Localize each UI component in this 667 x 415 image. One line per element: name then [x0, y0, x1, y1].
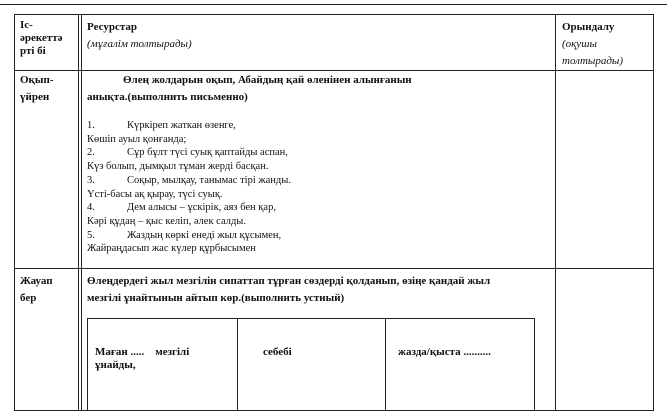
- table-top-border: [0, 4, 667, 5]
- header-col1-line3: рті бі: [20, 45, 46, 57]
- poem-line: [87, 160, 291, 174]
- section2-label-line2: бер: [20, 292, 37, 304]
- poem-text: Кәрі құдаң – қыс келіп, әлек салды.: [87, 215, 246, 227]
- poem-text: Көшіп ауыл қонғанда;: [87, 133, 187, 145]
- section2-task-line2: мезгілі ұнайтынын айтып көр.(выполнить устный): [87, 292, 345, 304]
- header-resources-subtitle: (мұғалім толтырады): [87, 38, 192, 50]
- poem-number: 5.: [87, 229, 95, 241]
- col1-divider: [78, 14, 79, 411]
- inner-col-1: [237, 318, 238, 411]
- section1-task-line2: анықта.(выполнить письменно): [87, 91, 248, 103]
- poem-text: Сұр бұлт түсі суық қаптайды аспан,: [127, 147, 288, 159]
- section2-label-line1: Жауап: [20, 275, 53, 287]
- answer-cell-summer-winter: жазда/қыста ..........: [398, 346, 491, 358]
- poem-text: Жаздың көркі енеді жыл құсымен,: [127, 229, 282, 241]
- table-top-border-inner: [14, 14, 654, 15]
- poem-text: Күркіреп жаткан өзенге,: [127, 120, 236, 131]
- poem-text: Үсті-басы ақ қырау, түсі суық.: [87, 188, 223, 200]
- header-row-bottom: [14, 70, 654, 71]
- header-completion-sub-line2: толтырады): [562, 55, 624, 67]
- poem-text: Күз болып, дымқыл тұман жерді басқан.: [87, 161, 269, 173]
- section1-label-line1: Оқып-: [20, 74, 54, 86]
- section2-task-line1: Өлеңдердегі жыл мезгілін сипаттап тұрған сөздерді қолданып, өзіңе қандай жыл: [87, 275, 491, 287]
- poem-number: 4.: [87, 202, 95, 214]
- header-completion-sub-line1: (оқушы: [562, 38, 597, 50]
- poem-block: [87, 119, 291, 256]
- poem-line: [87, 201, 291, 215]
- inner-col-left: [87, 318, 88, 411]
- col2-divider: [555, 14, 556, 411]
- answer-cell-season-line2: ұнайды,: [95, 359, 136, 371]
- section1-label-line2: үйрен: [20, 91, 50, 103]
- poem-number: 3.: [87, 174, 95, 186]
- table-left-border: [14, 14, 15, 411]
- poem-line: [87, 174, 291, 188]
- poem-line: [87, 119, 291, 133]
- header-col1-line2: әрекеттә: [20, 32, 63, 44]
- poem-line: [87, 229, 291, 243]
- table-right-border: [653, 14, 654, 411]
- inner-col-2: [385, 318, 386, 411]
- header-resources-title: Ресурстар: [87, 21, 137, 33]
- poem-text: Соқыр, мылқау, танымас тірі жанды.: [127, 174, 291, 186]
- col1-divider-double: [81, 14, 82, 411]
- header-col1-line1: Іс-: [20, 19, 33, 31]
- answer-cell-reason: себебі: [263, 346, 292, 358]
- header-completion-title: Орындалу: [562, 21, 615, 33]
- table-bottom-border: [14, 410, 654, 411]
- poem-text: Дем алысы – ұскірік, аяз бен қар,: [127, 202, 276, 214]
- poem-line: [87, 242, 291, 256]
- poem-number: 1.: [87, 120, 95, 131]
- poem-number: 2.: [87, 147, 95, 159]
- poem-text: Жайраңдасып жас күлер құрбысымен: [87, 243, 256, 255]
- inner-col-right: [534, 318, 535, 411]
- section1-task-line1: Өлең жолдарын оқып, Абайдың қай өленінен алынғанын: [123, 74, 412, 86]
- poem-line: [87, 215, 291, 229]
- poem-line: [87, 146, 291, 160]
- poem-line: [87, 133, 291, 147]
- answer-cell-season-line1: Маған ..... мезгілі: [95, 346, 190, 358]
- inner-table-top: [87, 318, 535, 319]
- poem-line: [87, 188, 291, 202]
- section1-row-bottom: [14, 268, 654, 269]
